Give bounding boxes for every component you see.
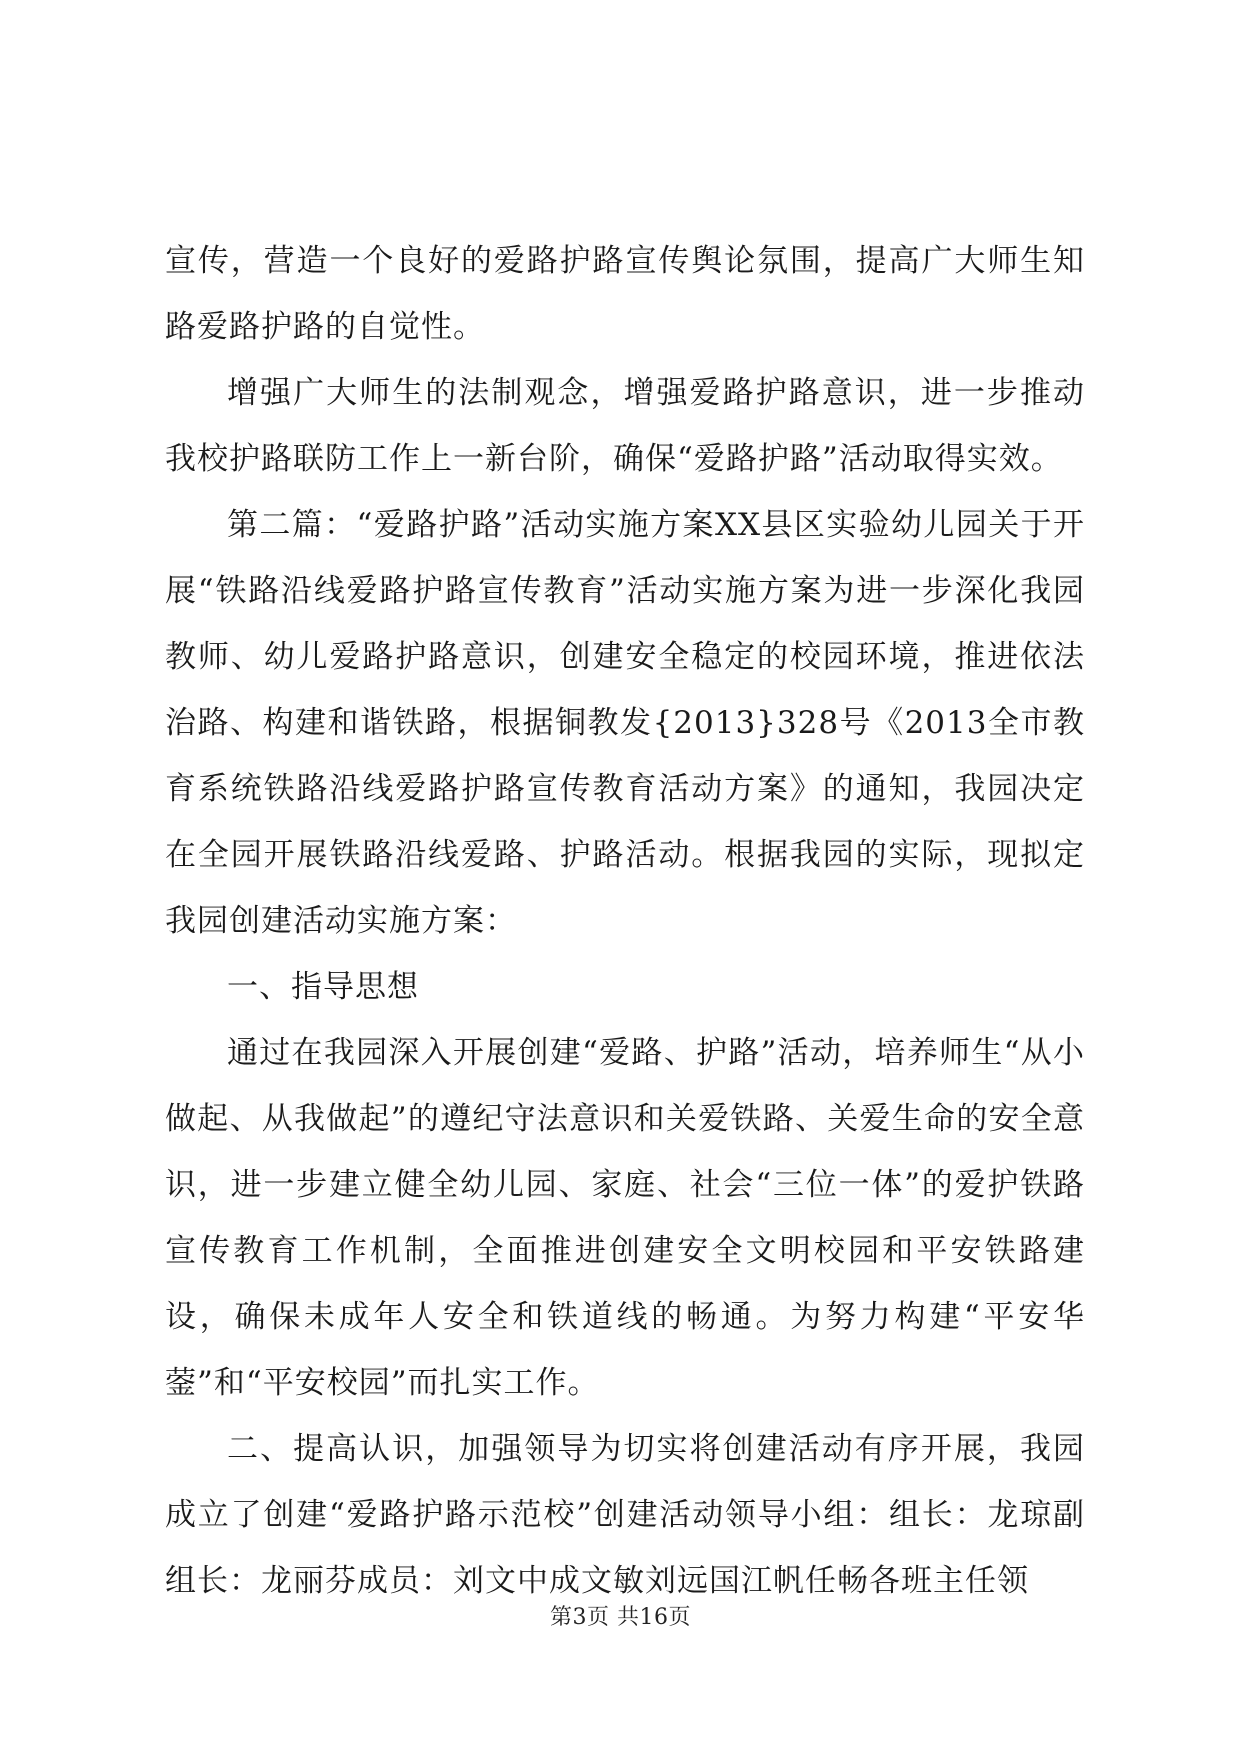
paragraph-continuation: 宣传，营造一个良好的爱路护路宣传舆论氛围，提高广大师生知路爱路护路的自觉性。 [165,243,1085,345]
paragraph-legal-awareness: 增强广大师生的法制观念，增强爱路护路意识，进一步推动我校护路联防工作上一新台阶，确保“爱路护路”活动取得实效。 [165,375,1085,477]
section-heading-guiding-ideology: 一、指导思想 [227,969,419,1005]
paragraph-leadership-group: 二、提高认识，加强领导为切实将创建活动有序开展，我园成立了创建“爱路护路示范校”创建活动领导小组：组长：龙琼副组长：龙丽芬成员：刘文中成文敏刘远国江帆任畅各班主任领 [165,1431,1085,1599]
document-body [165,228,1085,1614]
paragraph-second-article: 第二篇：“爱路护路”活动实施方案XX县区实验幼儿园关于开展“铁路沿线爱路护路宣传教育”活动实施方案为进一步深化我园教师、幼儿爱路护路意识，创建安全稳定的校园环境，推进依法治路、构建和谐铁路，根据铜教发{2013}328号《2013全市教育系统铁路沿线爱路护路宣传教育活动方案》的通知，我园决定在全园开展铁路沿线爱路、护路活动。根据我园的实际，现拟定我园创建活动实施方案： [165,507,1085,939]
paragraph-guiding-ideology: 通过在我园深入开展创建“爱路、护路”活动，培养师生“从小做起、从我做起”的遵纪守法意识和关爱铁路、关爱生命的安全意识，进一步建立健全幼儿园、家庭、社会“三位一体”的爱护铁路宣传教育工作机制，全面推进创建安全文明校园和平安铁路建设，确保未成年人安全和铁道线的畅通。为努力构建“平安华蓥”和“平安校园”而扎实工作。 [165,1035,1085,1401]
page-number-footer: 第3页 共16页 [550,1605,691,1630]
